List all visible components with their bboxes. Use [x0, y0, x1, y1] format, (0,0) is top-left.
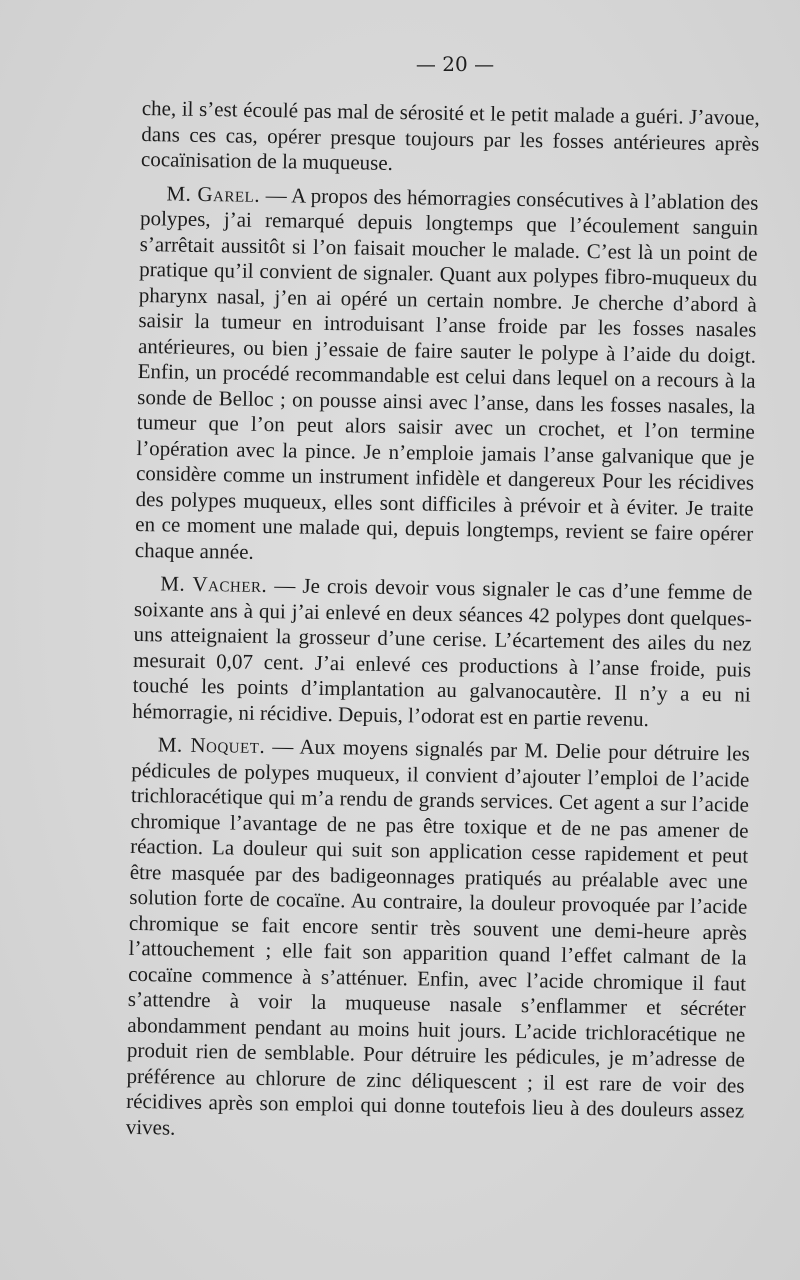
- speaker-name: M. Vacher.: [160, 571, 268, 598]
- paragraph-vacher: [132, 571, 752, 734]
- paragraph-text: — A propos des hémorragies consécutives à l’ablation des polypes, j’ai remarqué depuis longtemps que l’écoulement sanguin s’arrêtait aussitôt si l’on faisait moucher le malade. C’est là un point de pratique qu’il convient de signaler. Quant aux polypes fibro-muqueux du pharynx nasal, j’en ai opéré un certain nombre. Je cherche d’abord à saisir la tumeur en introduisant l’anse froide par les fosses nasales antérieures, ou bien j’essaie de faire sauter le polype à l’aide du doigt. Enfin, un procédé recommandable est celui dans lequel on a recours à la sonde de Belloc ; on pousse ainsi avec l’anse, dans les fosses nasales, la tumeur que l’on peut alors saisir avec un crochet, et l’on termine l’opération avec la pince. Je n’emploie jamais l’anse galvanique que je considère comme un instrument infidèle et dangereux Pour les récidives des polypes muqueux, elles sont difficiles à prévoir et à éviter. Je traite en ce moment une malade qui, depuis longtemps, revient se faire opérer chaque année.: [134, 182, 759, 564]
- speaker-name: M. Garel.: [166, 180, 261, 207]
- page-number: — 20 —: [415, 52, 495, 76]
- paragraph-garel: [135, 180, 759, 572]
- page-body: [126, 96, 760, 1150]
- paragraph-continuation: [141, 96, 760, 182]
- paragraph-noquet: [126, 732, 750, 1150]
- paragraph-text: — Aux moyens signalés par M. Delie pour détruire les pédicules de polypes muqueux, il convient d’ajouter l’emploi de l’acide trichloracétique qui m’a rendu de grands services. Cet agent a sur l’acide chromique l’avantage de ne pas être toxique et de ne pas amener de réaction. La douleur qui suit son application cesse rapidement et peut être masquée par des badigeonnages pratiqués au préalable avec une solution forte de cocaïne. Au contraire, la douleur provoquée par l’acide chromique se fait encore sentir très souvent une demi-heure après l’attouchement ; elle fait son apparition quand l’effet calmant de la cocaïne commence à s’atténuer. Enfin, avec l’acide chromique il faut s’attendre à voir la muqueuse nasale s’enflammer et sécréter abondamment pendant au moins huit jours. L’acide trichloracétique ne produit rien de semblable. Pour détruire les pédicules, je m’adresse de préférence au chlorure de zinc déliquescent ; il est rare de voir des récidives après son emploi qui donne toutefois lieu à des douleurs assez vives.: [125, 734, 750, 1140]
- paragraph-text: — Je crois devoir vous signaler le cas d’une femme de soixante ans à qui j’ai enlevé en deux séances 42 polypes dont quelques-uns atteignaient la grosseur d’une cerise. L’écartement des ailes du nez mesurait 0,07 cent. J’ai enlevé ces productions à l’anse froide, puis touché les points d’implantation au galvanocautère. Il n’y a eu ni hémorragie, ni récidive. Depuis, l’odorat est en partie revenu.: [132, 573, 753, 731]
- speaker-name: M. Noquet.: [157, 732, 266, 759]
- paragraph-text: che, il s’est écoulé pas mal de sérosité et le petit malade a guéri. J’avoue, dans ces cas, opérer presque toujours par les fosses antérieures après cocaïnisation de la muqueuse.: [140, 96, 760, 175]
